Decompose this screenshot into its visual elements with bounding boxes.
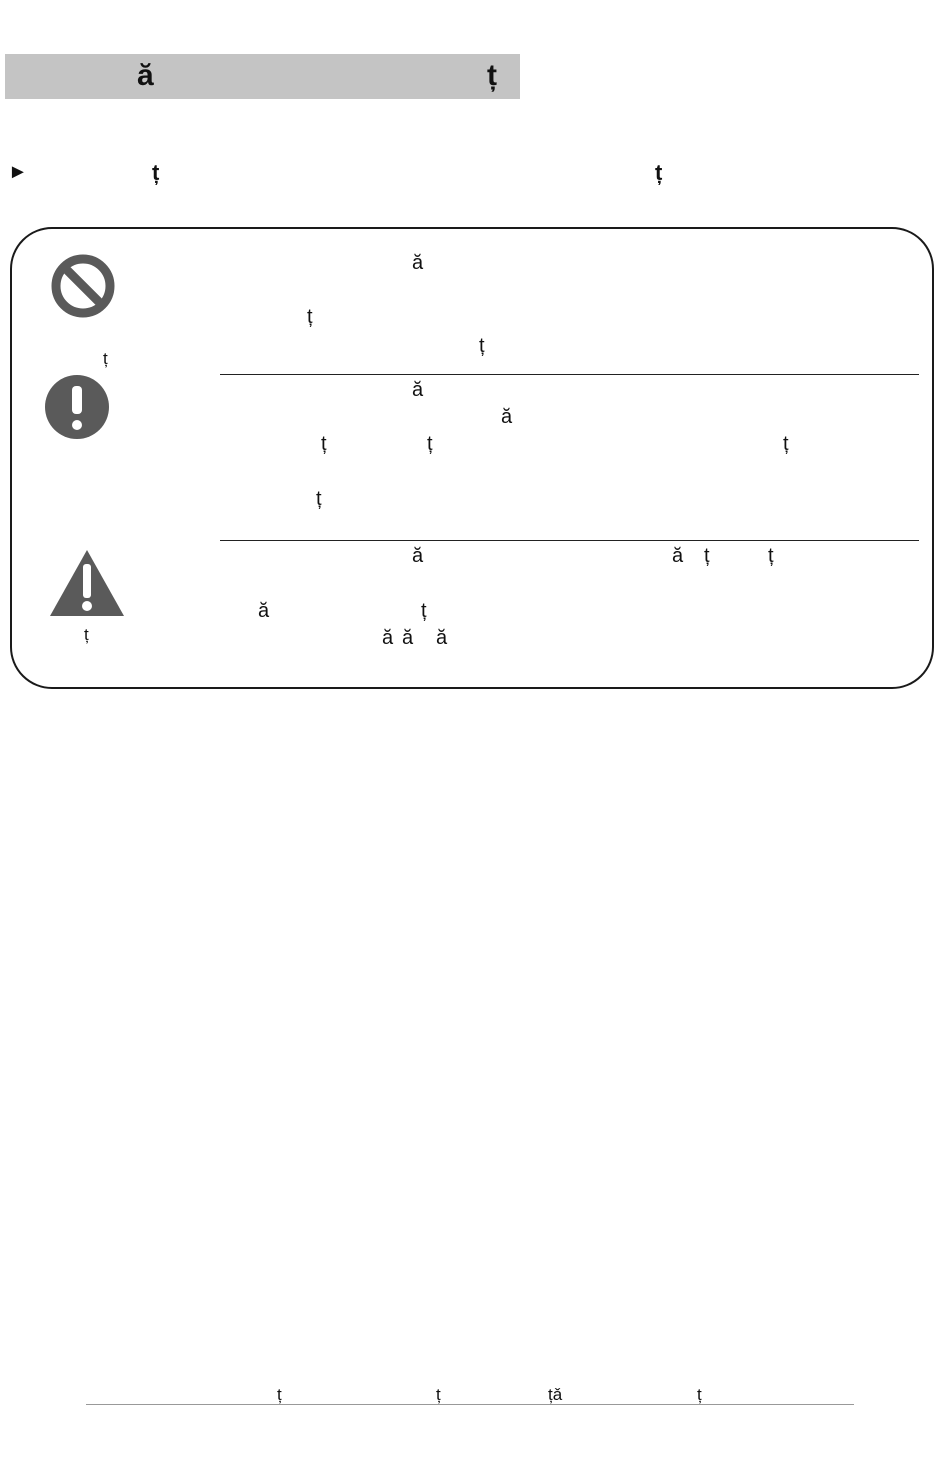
- footer-glyph: ț: [436, 1385, 441, 1404]
- prohibited-glyph: ț: [307, 306, 313, 328]
- section-divider: [220, 374, 919, 375]
- safety-symbols-panel: [10, 227, 934, 689]
- warning-icon-label: ț: [84, 625, 89, 644]
- intro-glyph: ț: [655, 160, 663, 185]
- section-header-bar: [5, 54, 520, 99]
- exclamation-circle-icon: [44, 374, 110, 440]
- mandatory-glyph: ă: [412, 379, 424, 401]
- footer-glyph: țǎ: [548, 1385, 563, 1404]
- prohibited-icon-label: ț: [103, 349, 108, 368]
- section-divider: [220, 540, 919, 541]
- mandatory-glyph: ț: [783, 433, 789, 455]
- warning-glyph: ț: [768, 545, 774, 567]
- intro-glyph: ț: [152, 160, 160, 185]
- footer-rule: [86, 1404, 854, 1405]
- mandatory-glyph: ț: [427, 433, 433, 455]
- mandatory-glyph: ă: [501, 406, 513, 428]
- header-glyph: ă: [137, 59, 154, 92]
- warning-glyph: ă: [402, 627, 414, 649]
- warning-glyph: ă: [412, 545, 424, 567]
- warning-glyph: ă: [258, 600, 270, 622]
- prohibited-glyph: ă: [412, 252, 424, 274]
- mandatory-glyph: ț: [316, 488, 322, 510]
- warning-glyph: ă: [382, 627, 394, 649]
- warning-glyph: ț: [421, 600, 427, 622]
- bullet-arrow-icon: ►: [8, 161, 28, 183]
- warning-glyph: ă: [436, 627, 448, 649]
- warning-triangle-icon: [48, 548, 126, 618]
- prohibited-glyph: ț: [479, 335, 485, 357]
- mandatory-glyph: ț: [321, 433, 327, 455]
- footer-glyph: ț: [277, 1385, 282, 1404]
- warning-glyph: ă: [672, 545, 684, 567]
- footer-glyph: ț: [697, 1385, 702, 1404]
- warning-glyph: ț: [704, 545, 710, 567]
- no-entry-icon: [48, 251, 118, 321]
- header-glyph: ț: [487, 59, 497, 92]
